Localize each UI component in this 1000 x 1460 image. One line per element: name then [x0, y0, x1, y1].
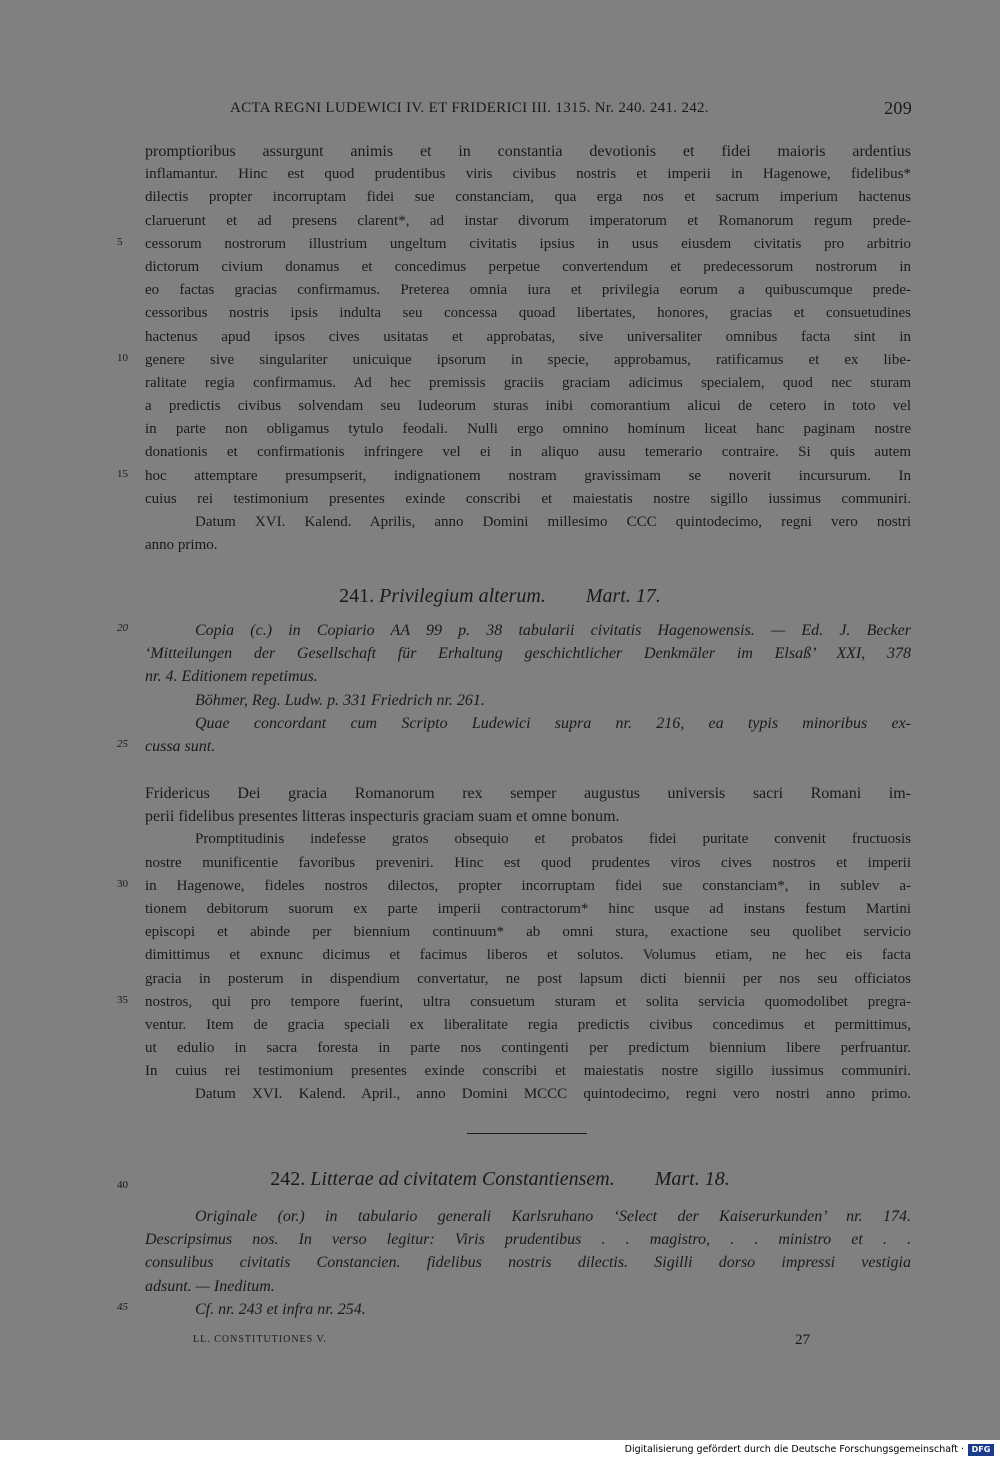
- text-line: cussa sunt.: [145, 737, 216, 755]
- text-line: cessoribus nostris ipsis indulta seu concessa quoad libertates, honores, gracias et consuetudines: [145, 305, 911, 322]
- text-line: perii fidelibus presentes litteras inspecturis graciam suam et omne bonum.: [145, 808, 620, 826]
- heading-241: [0, 585, 1000, 608]
- funding-bar: [0, 1440, 1000, 1460]
- text-line: hactenus apud ipsos cives usitatas et approbatas, sive universaliter omnibus facta sint in: [145, 328, 911, 345]
- heading-241-number: 241.: [339, 585, 375, 607]
- text-line: Cf. nr. 243 et infra nr. 254.: [195, 1300, 366, 1318]
- text-line: ut edulio in sacra foresta in parte nos contingenti per predictum biennium libere perfruantur.: [145, 1040, 911, 1057]
- text-line: dimittimus et exnunc dicimus et facimus liberos et solutos. Volumus etiam, ne hec eis facta: [145, 947, 911, 964]
- text-line: promptioribus assurgunt animis et in constantia devotionis et fidei maioris ardentius: [145, 143, 911, 160]
- line-number: 15: [117, 467, 128, 480]
- line-number: 25: [117, 738, 128, 750]
- text-line: Datum XVI. Kalend. April., anno Domini MCCC quintodecimo, regni vero nostri anno primo.: [195, 1086, 911, 1103]
- text-line: Descripsimus nos. In verso legitur: Viris prudentibus . . magistro, . . ministro et . .: [145, 1231, 911, 1249]
- text-line: in Hagenowe, fideles nostros dilectos, propter incorruptam fidei sue constanciam*, in sublev a-: [145, 877, 911, 894]
- text-line: tionem debitorum suorum ex parte imperii contractorum* hinc usque ad instans festum Martini: [145, 900, 911, 917]
- text-line: cessorum nostrorum illustrium ungeltum civitatis ipsius in usus eiusdem civitatis pro arbitrio: [145, 235, 911, 252]
- text-line: Böhmer, Reg. Ludw. p. 331 Friedrich nr. 261.: [195, 691, 485, 709]
- document-241-body: [117, 140, 911, 557]
- text-line: gracia in posterum in dispendium convertatur, ne post lapsum dicti biennii per nos seu officiatos: [145, 970, 911, 987]
- line-number: 30: [117, 877, 128, 890]
- text-line: anno primo.: [145, 537, 218, 554]
- text-line: inflamantur. Hinc est quod prudentibus viris civibus nostris et imperii in Hagenowe, fidelibus*: [145, 166, 911, 183]
- text-line: nostros, qui pro tempore fuerint, ultra consuetum sturam et solita servicia quomodolibet pregra-: [145, 993, 911, 1010]
- text-line: Quae concordant cum Scripto Ludewici supra nr. 216, ea typis minoribus ex-: [195, 714, 911, 732]
- line-number: 35: [117, 993, 128, 1006]
- line-number: 20: [117, 622, 128, 634]
- text-line: In cuius rei testimonium presentes exinde conscribi et maiestatis nostre sigillo iussimus communiri.: [145, 1063, 911, 1080]
- text-line: consulibus civitatis Constancien. fidelibus nostris dilectis. Sigilli dorso impressi vestigia: [145, 1254, 911, 1272]
- text-line: Fridericus Dei gracia Romanorum rex semper augustus universis sacri Romani im-: [145, 785, 911, 802]
- line-number: 45: [117, 1300, 128, 1313]
- footer-signature: 27: [795, 1332, 810, 1348]
- heading-242-number: 242.: [270, 1168, 306, 1190]
- text-line: Promptitudinis indefesse gratos obsequio et probatos fidei puritate convenit fructuosis: [195, 831, 911, 848]
- text-line: dictorum civium donamus et concedimus perpetue convertendum et predecessorum nostrorum in: [145, 258, 911, 275]
- document-241-text: [117, 782, 911, 1107]
- dfg-logo-icon: DFG: [968, 1444, 994, 1456]
- funding-text: Digitalisierung gefördert durch die Deutsche Forschungsgemeinschaft ·: [624, 1444, 964, 1455]
- document-241-apparatus: [117, 619, 911, 758]
- text-line: adsunt. — Ineditum.: [145, 1277, 275, 1295]
- text-line: Datum XVI. Kalend. Aprilis, anno Domini millesimo CCC quintodecimo, regni vero nostri: [195, 514, 911, 530]
- heading-242: [0, 1168, 1000, 1191]
- text-line: Originale (or.) in tabulario generali Karlsruhano ‘Select der Kaiserurkunden’ nr. 174.: [195, 1208, 911, 1225]
- text-line: a predictis civibus solvendam seu Iudeorum sturas inibi comorantium alicui de cetero in toto vel: [145, 398, 911, 415]
- text-line: nr. 4. Editionem repetimus.: [145, 668, 318, 686]
- text-line: claruerunt et ad presens clarent*, ad instar divorum imperatorum et Romanorum regum prede-: [145, 212, 911, 229]
- text-line: episcopi et abinde per biennium continuum* ab omni stura, exactione seu quolibet servicio: [145, 924, 911, 941]
- heading-242-date: Mart. 18.: [654, 1168, 730, 1190]
- page-number: 209: [884, 98, 912, 118]
- running-head: [230, 100, 910, 117]
- section-divider: [467, 1133, 587, 1134]
- text-line: Copia (c.) in Copiario AA 99 p. 38 tabularii civitatis Hagenowensis. — Ed. J. Becker: [195, 622, 911, 639]
- footer-series: LL. CONSTITUTIONES V.: [193, 1334, 327, 1345]
- running-title: ACTA REGNI LUDEWICI IV. ET FRIDERICI III. 1315. Nr. 240. 241. 242.: [230, 100, 709, 116]
- text-line: ‘Mitteilungen der Gesellschaft für Erhaltung geschichtlicher Denkmäler im Elsaß’ XXI, 378: [145, 645, 911, 663]
- line-number: 10: [117, 351, 128, 364]
- text-line: nostre munificentie favoribus preveniri. Hinc est quod prudentes viros cives nostros et imperii: [145, 854, 911, 871]
- text-line: donationis et confirmationis infringere vel ei in aliquo ausu temerario contraire. Si quis autem: [145, 444, 911, 461]
- text-line: ventur. Item de gracia speciali ex liberalitate regia predictis civibus concedimus et permittimus,: [145, 1016, 911, 1033]
- text-line: dilectis propter incorruptam fidei sue constanciam, qua erga nos et sacrum imperium hactenus: [145, 189, 911, 206]
- text-line: hoc attemptare presumpserit, indignationem nostram gravissimam se noverit incursurum. In: [145, 467, 911, 484]
- line-number-40: 40: [117, 1179, 128, 1191]
- document-242-apparatus: [117, 1205, 911, 1321]
- heading-241-title: Privilegium alterum.: [379, 585, 546, 607]
- heading-241-date: Mart. 17.: [585, 585, 661, 607]
- line-number: 5: [117, 235, 123, 248]
- text-line: ralitate regia confirmamus. Ad hec premissis graciis graciam adicimus specialem, quod nec sturam: [145, 374, 911, 391]
- text-line: in parte non obligamus tytulo feodali. Nulli ergo omnino hominum liceat hanc paginam nostre: [145, 421, 911, 438]
- text-line: genere sive singulariter unicuique ipsorum in specie, approbamus, ratificamus et ex libe-: [145, 351, 911, 368]
- text-line: eo factas gracias confirmamus. Preterea omnia iura et privilegia eorum a quibuscumque prede-: [145, 282, 911, 299]
- heading-242-title: Litterae ad civitatem Constantiensem.: [310, 1168, 615, 1190]
- text-line: cuius rei testimonium presentes exinde conscribi et maiestatis nostre sigillo iussimus communiri.: [145, 490, 911, 507]
